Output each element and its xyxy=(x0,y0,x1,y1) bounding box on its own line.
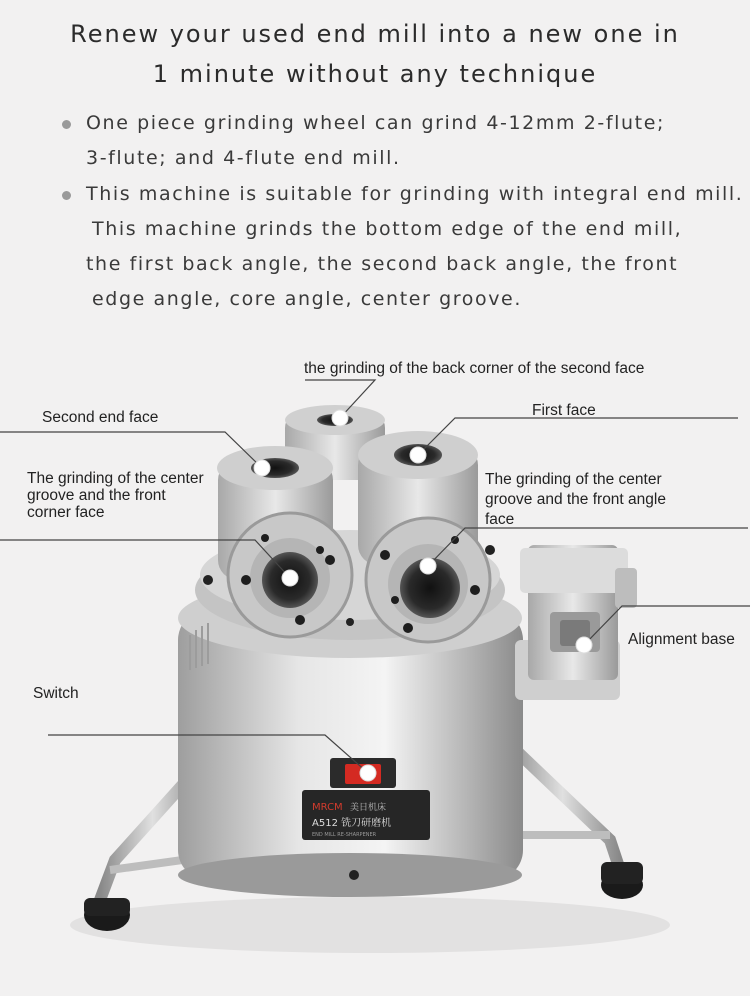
headline-line-1: Renew your used end mill into a new one in xyxy=(70,20,680,48)
callout-dot-switch xyxy=(360,765,376,781)
alignment-base-top xyxy=(520,548,628,593)
callout-dot-alignment xyxy=(576,637,592,653)
foot-left-body xyxy=(84,898,130,916)
callout-center-groove-left-line-1: The grinding of the center xyxy=(27,470,204,487)
callout-dot-back-corner xyxy=(332,410,348,426)
bullet-1-line-1: One piece grinding wheel can grind 4-12mm 2-flute; xyxy=(86,112,666,134)
floor-shadow xyxy=(70,897,670,953)
callout-center-groove-left xyxy=(27,470,204,521)
grinder-machine-illustration xyxy=(0,330,750,996)
callout-center-groove-left-line-2: groove and the front xyxy=(27,487,166,504)
plate-brand: MRCM xyxy=(312,802,343,813)
plate-brand-cn: 美日机床 xyxy=(350,803,387,813)
callout-center-groove-right-line-3: face xyxy=(485,511,515,528)
bullet-2-line-2: This machine grinds the bottom edge of the end mill, xyxy=(92,218,683,240)
callout-second-end-face: Second end face xyxy=(42,409,159,426)
bullet-2-line-1: This machine is suitable for grinding with integral end mill. xyxy=(86,183,744,205)
headline-line-2: 1 minute without any technique xyxy=(152,60,598,88)
headline xyxy=(0,14,750,94)
callout-first-face: First face xyxy=(532,402,596,419)
callout-alignment-base: Alignment base xyxy=(628,631,735,648)
callout-dot-center-left xyxy=(282,570,298,586)
callout-center-groove-left-line-3: corner face xyxy=(27,504,105,521)
callout-back-corner: the grinding of the back corner of the second face xyxy=(304,360,645,377)
callout-dot-first-face xyxy=(410,447,426,463)
bullet-dot-1 xyxy=(62,120,71,129)
callout-dot-center-right xyxy=(420,558,436,574)
foot-right-body xyxy=(601,862,643,884)
callout-center-groove-right xyxy=(485,470,666,530)
bullet-dot-2 xyxy=(62,191,71,200)
callout-switch: Switch xyxy=(33,685,79,702)
plate-model: A512 铣刀研磨机 xyxy=(312,818,392,829)
callout-center-groove-right-line-2: groove and the front angle xyxy=(485,491,666,508)
callout-center-groove-right-line-1: The grinding of the center xyxy=(485,471,662,488)
bullet-1-line-2: 3-flute; and 4-flute end mill. xyxy=(86,147,401,169)
plate-subtitle: END MILL RE-SHARPENER xyxy=(312,832,377,838)
alignment-base-knob xyxy=(615,568,637,608)
body-screw xyxy=(349,870,359,880)
bullet-2-line-4: edge angle, core angle, center groove. xyxy=(92,288,522,310)
bullet-2-line-3: the first back angle, the second back angle, the front xyxy=(86,253,679,275)
callout-dot-second-end xyxy=(254,460,270,476)
